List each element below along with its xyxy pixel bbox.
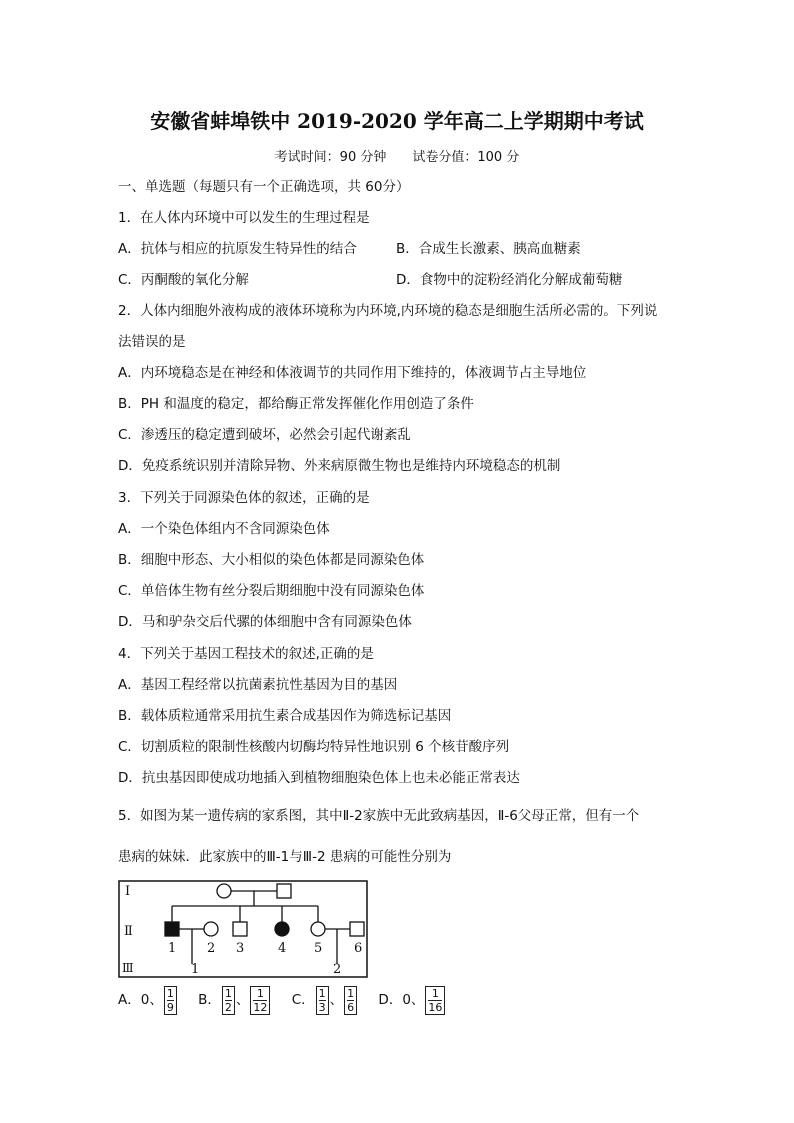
exam-meta: [0, 146, 794, 165]
ii-label-6: 6: [354, 941, 363, 956]
q4-stem: 4．下列关于基因工程技术的叙述,正确的是: [118, 646, 374, 662]
ii-label-4: 4: [278, 941, 287, 956]
q5-stem-line1: 5．如图为某一遗传病的家系图，其中Ⅱ-2家族中无此致病基因，Ⅱ-6父母正常，但有一个: [118, 808, 640, 824]
ii-label-1: 1: [168, 941, 177, 956]
q4-option-b: B．载体质粒通常采用抗生素合成基因作为筛选标记基因: [118, 708, 452, 724]
fraction: $\frac{1}{12}$: [250, 986, 270, 1015]
q1-option-d: D．食物中的淀粉经消化分解成葡萄糖: [396, 272, 623, 288]
q5-options: [118, 985, 462, 1015]
generation-label-iii: Ⅲ: [122, 961, 134, 975]
i1-female-normal: [217, 884, 231, 898]
q3-option-d: D．马和驴杂交后代骡的体细胞中含有同源染色体: [118, 614, 412, 630]
iii-label-1: 1: [191, 962, 200, 977]
q2-option-b: B．PH 和温度的稳定，都给酶正常发挥催化作用创造了条件: [118, 396, 474, 412]
q1-stem: 1．在人体内环境中可以发生的生理过程是: [118, 210, 370, 226]
q4-option-d: D．抗虫基因即使成功地插入到植物细胞染色体上也未必能正常表达: [118, 770, 520, 786]
q5-stem-line2: 患病的妹妹．此家族中的Ⅲ-1与Ⅲ-2 患病的可能性分别为: [118, 849, 452, 865]
q2-option-c: C．渗透压的稳定遭到破坏，必然会引起代谢紊乱: [118, 427, 411, 443]
page-title: 安徽省蚌埠铁中 2019-2020 学年高二上学期期中考试: [150, 109, 644, 133]
ii-label-5: 5: [314, 941, 323, 956]
q2-option-a: A．内环境稳态是在神经和体液调节的共同作用下维持的，体液调节占主导地位: [118, 365, 587, 381]
q4-option-a: A．基因工程经常以抗菌素抗性基因为目的基因: [118, 677, 398, 693]
q3-option-c: C．单倍体生物有丝分裂后期细胞中没有同源染色体: [118, 583, 425, 599]
i2-male-normal: [277, 884, 291, 898]
ii-label-3: 3: [236, 941, 245, 956]
iii-label-2: 2: [333, 962, 342, 977]
ii2-female-normal: [204, 922, 218, 936]
ii6-male-normal: [350, 922, 364, 936]
q5-option-d: D．0、 $\frac{1}{16}$: [378, 992, 446, 1008]
fraction: $\frac{1}{16}$: [425, 986, 445, 1015]
pedigree-diagram: [118, 880, 368, 978]
q4-option-c: C．切割质粒的限制性核酸内切酶均特异性地识别 6 个核苷酸序列: [118, 739, 510, 755]
q2-stem-line2: 法错误的是: [118, 334, 186, 350]
q5-option-c: C． $\frac{1}{3}$ 、 $\frac{1}{6}$: [292, 992, 358, 1008]
fraction: $\frac{1}{2}$: [222, 986, 235, 1015]
q3-option-b: B．细胞中形态、大小相似的染色体都是同源染色体: [118, 552, 425, 568]
q3-stem: 3．下列关于同源染色体的叙述，正确的是: [118, 490, 370, 506]
ii-label-2: 2: [207, 941, 216, 956]
ii4-female-affected: [275, 922, 289, 936]
section-heading: 一、单选题（每题只有一个正确选项，共 60分）: [118, 179, 410, 195]
q5-option-a: A．0、 $\frac{1}{9}$: [118, 992, 178, 1008]
q1-option-a: A．抗体与相应的抗原发生特异性的结合: [118, 241, 357, 257]
q3-option-a: A．一个染色体组内不含同源染色体: [118, 521, 330, 537]
generation-label-ii: Ⅱ: [124, 924, 133, 939]
q1-option-b: B．合成生长激素、胰高血糖素: [396, 241, 581, 257]
ii3-male-normal: [233, 922, 247, 936]
ii5-female-normal: [311, 922, 325, 936]
q5-option-b: B． $\frac{1}{2}$ 、 $\frac{1}{12}$: [198, 992, 271, 1008]
q2-option-d: D．免疫系统识别并清除异物、外来病原微生物也是维持内环境稳态的机制: [118, 458, 561, 474]
q2-stem-line1: 2．人体内细胞外液构成的液体环境称为内环境,内环境的稳态是细胞生活所必需的。下列说: [118, 303, 658, 319]
generation-label-i: Ⅰ: [125, 884, 131, 899]
q1-option-c: C．丙酮酸的氧化分解: [118, 272, 249, 288]
fraction: $\frac{1}{3}$: [316, 986, 329, 1015]
ii1-male-affected: [165, 922, 179, 936]
exam-score: 试卷分值：100 分: [412, 150, 520, 165]
fraction: $\frac{1}{9}$: [164, 986, 177, 1015]
exam-time: 考试时间：90 分钟: [274, 150, 387, 165]
fraction: $\frac{1}{6}$: [344, 986, 357, 1015]
